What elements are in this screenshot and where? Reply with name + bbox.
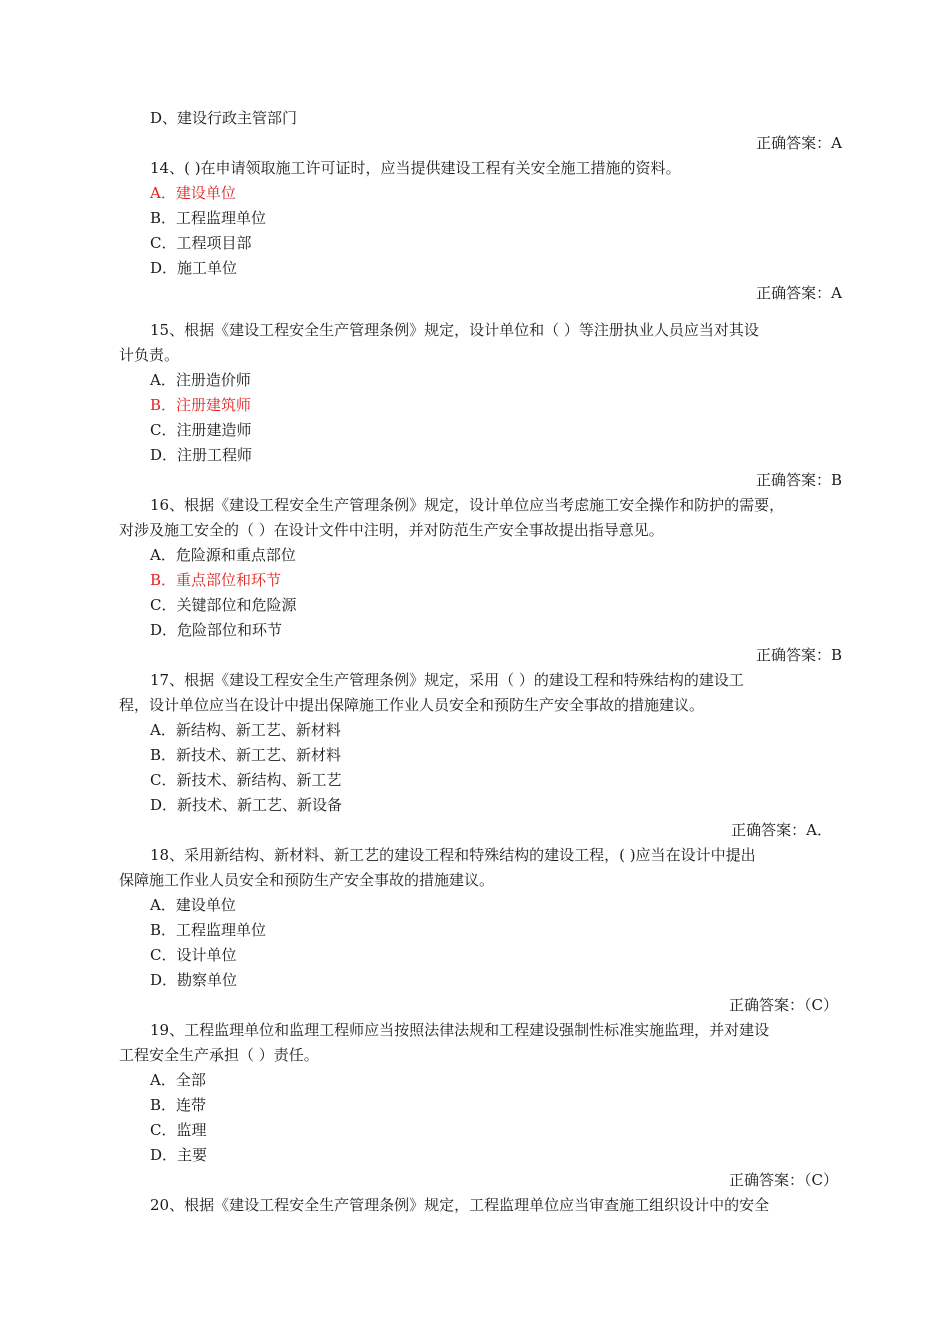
answer-option: A．新结构、新工艺、新材料 — [150, 721, 341, 739]
answer-option: A．全部 — [150, 1071, 206, 1089]
answer-option: C．工程项目部 — [150, 234, 252, 252]
answer-option: C．关键部位和危险源 — [150, 596, 297, 614]
answer-option: A．建设单位 — [150, 184, 236, 202]
correct-answer: 正确答案：A — [756, 284, 842, 302]
correct-answer: 正确答案：A． — [731, 821, 832, 839]
answer-option: D．勘察单位 — [150, 971, 238, 989]
question-text: 18、采用新结构、新材料、新工艺的建设工程和特殊结构的建设工程，( )应当在设计中提出 — [150, 846, 756, 864]
answer-option: C．监理 — [150, 1121, 207, 1139]
answer-option: B．连带 — [150, 1096, 207, 1114]
question-text-continued: 计负责。 — [119, 346, 180, 364]
correct-answer: 正确答案：B — [755, 471, 842, 489]
answer-option: A．建设单位 — [150, 896, 236, 914]
answer-option: B．新技术、新工艺、新材料 — [150, 746, 342, 764]
answer-option: D、建设行政主管部门 — [150, 109, 298, 127]
question-text-continued: 程，设计单位应当在设计中提出保障施工作业人员安全和预防生产安全事故的措施建议。 — [119, 696, 705, 714]
question-text: 16、根据《建设工程安全生产管理条例》规定，设计单位应当考虑施工安全操作和防护的需要， — [150, 496, 785, 514]
question-text: 15、根据《建设工程安全生产管理条例》规定，设计单位和（ ）等注册执业人员应当对其设 — [150, 321, 759, 339]
answer-option: D．新技术、新工艺、新设备 — [150, 796, 343, 814]
answer-option: D．施工单位 — [150, 259, 238, 277]
answer-option: A．注册造价师 — [150, 371, 251, 389]
answer-option: C．注册建造师 — [150, 421, 252, 439]
question-text: 14、( )在申请领取施工许可证时，应当提供建设工程有关安全施工措施的资料。 — [150, 159, 681, 177]
correct-answer: 正确答案：B — [755, 646, 842, 664]
question-text-continued: 对涉及施工安全的（ ）在设计文件中注明，并对防范生产安全事故提出指导意见。 — [119, 521, 664, 539]
answer-option: A．危险源和重点部位 — [150, 546, 296, 564]
question-text-continued: 工程安全生产承担（ ）责任。 — [119, 1046, 319, 1064]
question-text: 17、根据《建设工程安全生产管理条例》规定，采用（ ）的建设工程和特殊结构的建设工 — [150, 671, 744, 689]
answer-option: B．注册建筑师 — [150, 396, 252, 414]
correct-answer: 正确答案：（C） — [729, 1171, 838, 1189]
answer-option: B．工程监理单位 — [150, 921, 267, 939]
answer-option: C．新技术、新结构、新工艺 — [150, 771, 342, 789]
answer-option: B．重点部位和环节 — [150, 571, 282, 589]
question-text: 19、工程监理单位和监理工程师应当按照法律法规和工程建设强制性标准实施监理，并对建设 — [150, 1021, 770, 1039]
answer-option: D．注册工程师 — [150, 446, 253, 464]
answer-option: B．工程监理单位 — [150, 209, 267, 227]
answer-option: C．设计单位 — [150, 946, 237, 964]
question-text: 20、根据《建设工程安全生产管理条例》规定，工程监理单位应当审查施工组织设计中的安全 — [150, 1196, 770, 1214]
answer-option: D．危险部位和环节 — [150, 621, 283, 639]
answer-option: D．主要 — [150, 1146, 208, 1164]
correct-answer: 正确答案：（C） — [729, 996, 838, 1014]
correct-answer: 正确答案：A — [756, 134, 842, 152]
question-text-continued: 保障施工作业人员安全和预防生产安全事故的措施建议。 — [119, 871, 495, 889]
